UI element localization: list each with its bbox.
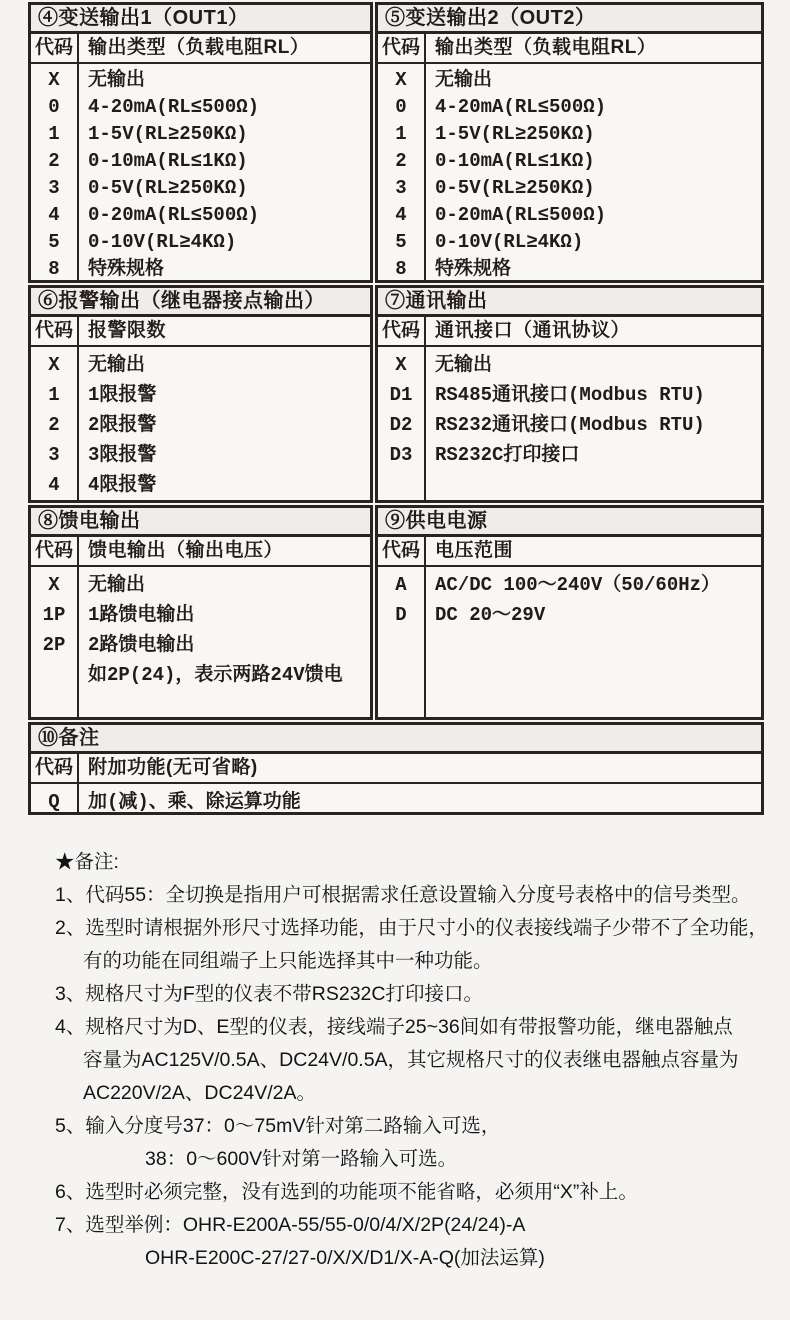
row-description: 0-10V(RL≥4KΩ)	[435, 231, 584, 253]
table-alarm-output	[28, 285, 373, 503]
table-body	[31, 64, 370, 283]
table-body	[31, 567, 370, 717]
row-description: 0-5V(RL≥250KΩ)	[88, 177, 248, 199]
row-description: RS485通讯接口(Modbus RTU)	[435, 384, 705, 406]
note-line: 38：0～600V针对第一路输入可选。	[145, 1148, 458, 1170]
note-line: 容量为AC125V/0.5A、DC24V/0.5A，其它规格尺寸的仪表继电器触点容量为	[83, 1049, 739, 1071]
note-line: 6、选型时必须完整，没有选到的功能项不能省略，必须用“X”补上。	[55, 1181, 638, 1203]
row-description: AC/DC 100～240V（50/60Hz）	[435, 574, 721, 596]
desc-column-header: 电压范围	[435, 540, 514, 561]
row-code: D2	[389, 414, 413, 436]
table-transmit-output-1	[28, 2, 373, 283]
row-code: D	[395, 604, 407, 626]
row-description: 特殊规格	[435, 258, 512, 280]
row-description: RS232通讯接口(Modbus RTU)	[435, 414, 705, 436]
note-line: 7、选型举例：OHR-E200A-55/55-0/0/4/X/2P(24/24)-A	[55, 1214, 526, 1236]
desc-column	[426, 347, 761, 500]
row-code: X	[48, 354, 60, 376]
row-code: 2	[48, 414, 60, 436]
row-code: 3	[48, 444, 60, 466]
row-code: 5	[395, 231, 407, 253]
row-code: 2P	[42, 634, 66, 656]
table-remark	[28, 722, 764, 815]
row-description: 1-5V(RL≥250KΩ)	[88, 123, 248, 145]
table-comm-output	[375, 285, 764, 503]
row-code: X	[48, 574, 60, 596]
table-title: ④变送输出1（OUT1）	[31, 5, 370, 34]
row-description: 无输出	[88, 69, 146, 91]
note-line: 5、输入分度号37：0～75mV针对第二路输入可选，	[55, 1115, 501, 1137]
row-code: 4	[48, 474, 60, 496]
row-code: X	[395, 69, 407, 91]
row-description: 3限报警	[88, 444, 157, 466]
table-header-row	[31, 317, 370, 347]
row-code: 2	[395, 150, 407, 172]
note-line: AC220V/2A、DC24V/2A。	[83, 1082, 317, 1104]
notes-section	[55, 846, 775, 1275]
desc-column	[79, 567, 370, 717]
desc-column	[79, 784, 761, 815]
row-description: 4-20mA(RL≤500Ω)	[88, 96, 260, 118]
table-title: ⑨供电电源	[378, 508, 761, 537]
row-code: 3	[48, 177, 60, 199]
table-title: ⑥报警输出（继电器接点输出）	[31, 288, 370, 317]
table-header-row	[31, 537, 370, 567]
desc-column-header: 报警限数	[88, 320, 167, 341]
row-code: 1	[395, 123, 407, 145]
row-description: 4限报警	[88, 474, 157, 496]
table-header-row	[378, 317, 761, 347]
code-column	[31, 64, 79, 283]
row-code: X	[48, 69, 60, 91]
row-description: 2限报警	[88, 414, 157, 436]
row-description: 0-5V(RL≥250KΩ)	[435, 177, 595, 199]
row-description: 0-10mA(RL≤1KΩ)	[88, 150, 248, 172]
desc-column	[426, 64, 761, 283]
table-header-row	[378, 34, 761, 64]
row-description: 1限报警	[88, 384, 157, 406]
row-code: 0	[48, 96, 60, 118]
desc-column-header: 通讯接口（通讯协议）	[435, 320, 631, 341]
row-description: DC 20～29V	[435, 604, 546, 626]
table-body	[31, 784, 761, 815]
desc-column-header: 输出类型（负载电阻RL）	[88, 37, 310, 58]
row-code: 4	[395, 204, 407, 226]
note-line: OHR-E200C-27/27-0/X/X/D1/X-A-Q(加法运算)	[145, 1247, 545, 1269]
row-code: 0	[395, 96, 407, 118]
code-column-header: 代码	[378, 34, 426, 62]
desc-column-header: 附加功能(无可省略)	[88, 757, 258, 778]
table-header-row	[378, 537, 761, 567]
code-column	[31, 567, 79, 717]
row-code: Q	[48, 791, 60, 813]
note-line: 2、选型时请根据外形尺寸选择功能，由于尺寸小的仪表接线端子少带不了全功能，	[55, 917, 768, 939]
desc-column-header: 输出类型（负载电阻RL）	[435, 37, 657, 58]
selection-tables	[28, 2, 764, 815]
row-code: 4	[48, 204, 60, 226]
code-column-header: 代码	[31, 537, 79, 565]
row-description: 1-5V(RL≥250KΩ)	[435, 123, 595, 145]
note-line: 3、规格尺寸为F型的仪表不带RS232C打印接口。	[55, 983, 483, 1005]
notes-heading: ★备注:	[55, 851, 119, 873]
table-body	[31, 347, 370, 500]
row-code	[31, 660, 77, 690]
desc-column	[426, 567, 761, 717]
row-description: 2路馈电输出	[88, 634, 195, 656]
row-description: 4-20mA(RL≤500Ω)	[435, 96, 607, 118]
note-line: 有的功能在同组端子上只能选择其中一种功能。	[83, 950, 493, 972]
code-column	[378, 347, 426, 500]
table-title: ⑦通讯输出	[378, 288, 761, 317]
table-feed-output	[28, 505, 373, 720]
row-code: 1P	[42, 604, 66, 626]
note-line: 4、规格尺寸为D、E型的仪表，接线端子25~36间如有带报警功能，继电器触点	[55, 1016, 733, 1038]
row-description: 无输出	[435, 69, 493, 91]
row-description: RS232C打印接口	[435, 444, 580, 466]
code-column-header: 代码	[31, 34, 79, 62]
row-code: X	[395, 354, 407, 376]
table-title: ⑤变送输出2（OUT2）	[378, 5, 761, 34]
table-body	[378, 567, 761, 717]
table-body	[378, 347, 761, 500]
row-code: 5	[48, 231, 60, 253]
table-transmit-output-2	[375, 2, 764, 283]
row-description: 0-20mA(RL≤500Ω)	[435, 204, 607, 226]
code-column	[31, 347, 79, 500]
desc-column	[79, 347, 370, 500]
row-description: 加(减)、乘、除运算功能	[88, 791, 301, 813]
row-description: 特殊规格	[88, 258, 165, 280]
row-description: 0-10mA(RL≤1KΩ)	[435, 150, 595, 172]
code-column-header: 代码	[378, 537, 426, 565]
row-description: 无输出	[88, 354, 146, 376]
row-code: 1	[48, 123, 60, 145]
row-code: 1	[48, 384, 60, 406]
code-column-header: 代码	[31, 317, 79, 345]
row-description: 0-20mA(RL≤500Ω)	[88, 204, 260, 226]
table-header-row	[31, 34, 370, 64]
row-description: 1路馈电输出	[88, 604, 195, 626]
row-description: 如2P(24)，表示两路24V馈电	[88, 664, 343, 686]
table-header-row	[31, 754, 761, 784]
row-code: 8	[395, 258, 407, 280]
row-code: D1	[389, 384, 413, 406]
table-title: ⑩备注	[31, 725, 761, 754]
code-column	[31, 784, 79, 815]
row-description: 无输出	[88, 574, 146, 596]
code-column	[378, 64, 426, 283]
row-code: 8	[48, 258, 60, 280]
code-column-header: 代码	[378, 317, 426, 345]
row-code: 2	[48, 150, 60, 172]
note-line: 1、代码55：全切换是指用户可根据需求任意设置输入分度号表格中的信号类型。	[55, 884, 751, 906]
desc-column	[79, 64, 370, 283]
table-body	[378, 64, 761, 283]
code-column	[378, 567, 426, 717]
table-title: ⑧馈电输出	[31, 508, 370, 537]
row-code: 3	[395, 177, 407, 199]
row-description: 无输出	[435, 354, 493, 376]
row-description: 0-10V(RL≥4KΩ)	[88, 231, 237, 253]
row-code: A	[395, 574, 407, 596]
row-code: D3	[389, 444, 413, 466]
code-column-header: 代码	[31, 754, 79, 782]
desc-column-header: 馈电输出（输出电压）	[88, 540, 284, 561]
table-power-supply	[375, 505, 764, 720]
